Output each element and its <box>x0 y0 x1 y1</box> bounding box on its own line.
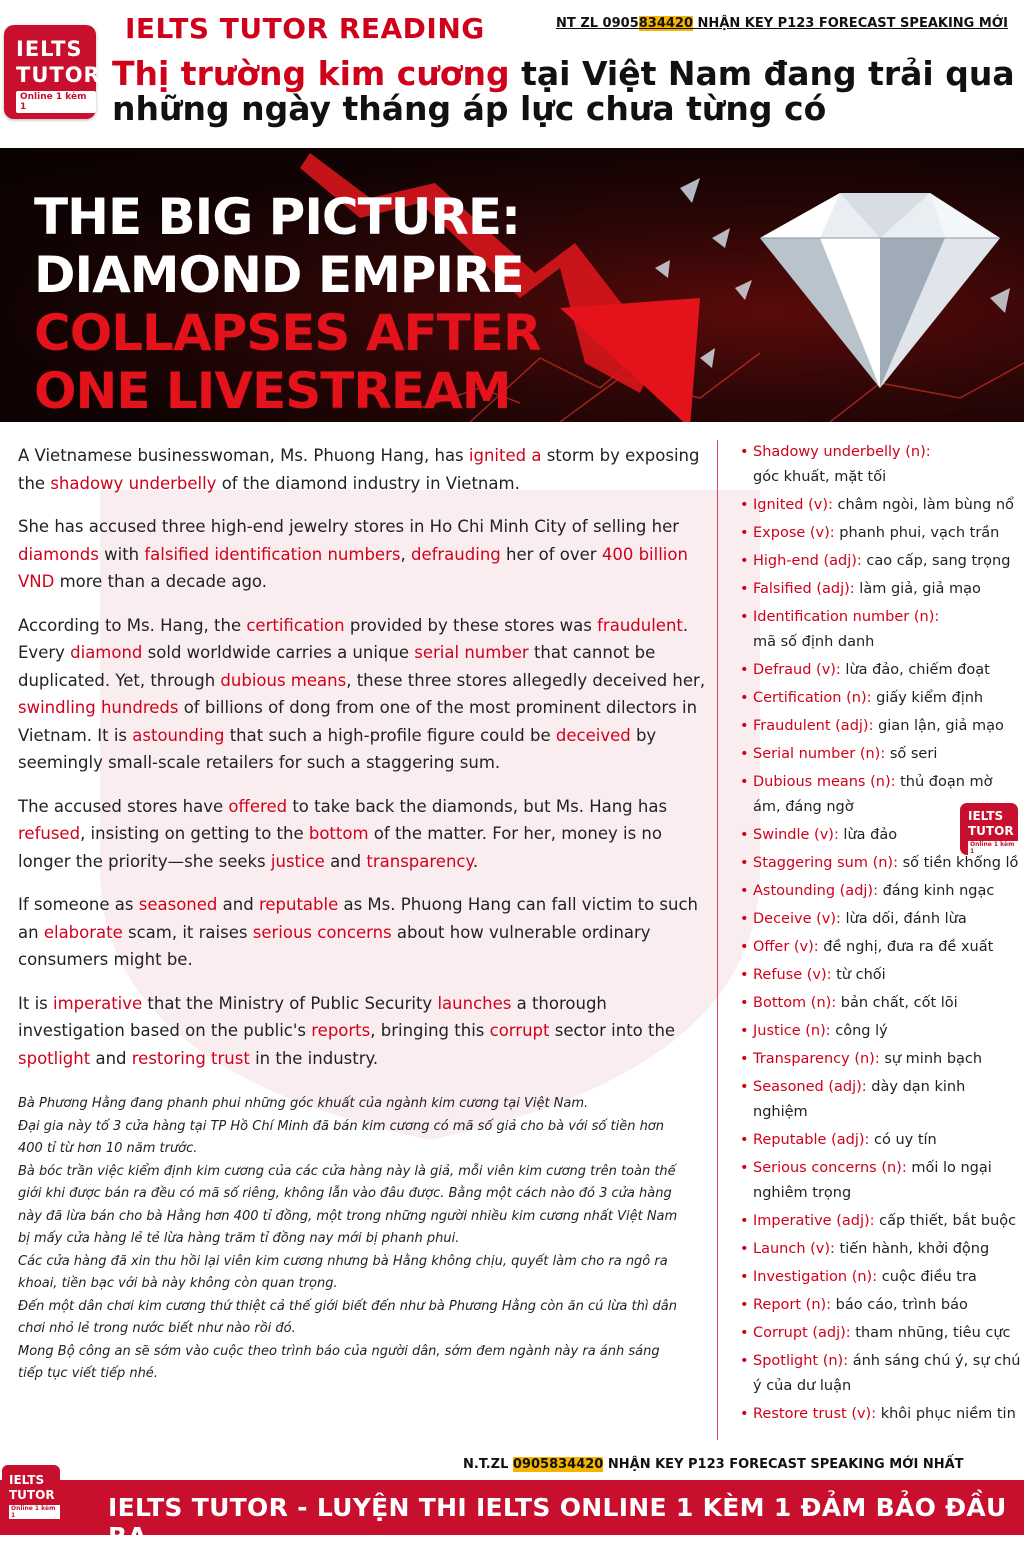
glossary-term: Staggering sum (n): <box>753 855 898 871</box>
keyword-highlight: serious concerns <box>252 922 392 942</box>
article-body <box>18 442 708 1088</box>
keyword-highlight: spotlight <box>18 1048 91 1068</box>
glossary-term: Investigation (n): <box>753 1269 878 1285</box>
keyword-highlight: offered <box>228 796 288 816</box>
translation-line: Bà bóc trần việc kiểm định kim cương của các cửa hàng này là giả, mỗi viên kim cương trên toàn thế giới khi được bán ra đều có mã số riêng, không lẫn vào đâu được. Bằng một cách nào đó 3 cửa hàng này đã lừa bán cho bà Hằng hơn 400 tỉ đồng, một trong những người nhiều kim cương nhất Việt Nam bị mấy cửa hàng lẻ tẻ lừa hàng trăm tỉ đồng nay mới bị phanh phui. <box>18 1163 678 1246</box>
glossary-definition: cấp thiết, bắt buộc <box>874 1213 1017 1229</box>
glossary-definition: đề nghị, đưa ra đề xuất <box>818 939 994 955</box>
glossary-item <box>740 549 1024 574</box>
glossary-definition: sự minh bạch <box>879 1051 983 1067</box>
glossary-item <box>740 577 1024 602</box>
glossary-definition: thủ đoạn mờ ám, đáng ngờ <box>753 774 993 815</box>
article-text: and <box>217 895 259 914</box>
keyword-highlight: dubious means <box>220 670 347 690</box>
keyword-highlight: reputable <box>258 895 339 914</box>
top-note-phone: 834420 <box>638 16 694 31</box>
ielts-tutor-logo-footer[interactable] <box>2 1465 60 1521</box>
glossary-term: Shadowy underbelly (n): <box>753 444 931 460</box>
article-text: provided by these stores was <box>344 615 598 635</box>
article-text: The accused stores have <box>18 796 229 816</box>
glossary-item <box>740 1156 1024 1206</box>
glossary-item <box>740 714 1024 739</box>
keyword-highlight: transparency <box>366 851 473 871</box>
footnote-suffix: NHẬN KEY P123 FORECAST SPEAKING MỚI NHẤT <box>603 1457 964 1472</box>
article-paragraph-3 <box>18 612 708 777</box>
glossary-definition: công lý <box>830 1023 888 1039</box>
glossary-definition: báo cáo, trình báo <box>831 1297 968 1313</box>
glossary-definition: góc khuất, mặt tối <box>753 469 887 485</box>
article-text: and <box>324 851 367 871</box>
keyword-highlight: swindling <box>18 698 96 717</box>
glossary-item <box>740 1019 1024 1044</box>
glossary-definition: gian lận, giả mạo <box>873 718 1004 734</box>
hero-banner <box>0 148 1024 422</box>
ielts-tutor-logo[interactable] <box>4 25 101 119</box>
glossary-term: Spotlight (n): <box>753 1353 849 1369</box>
top-note-suffix: NHẬN KEY P123 FORECAST SPEAKING MỚI <box>693 16 1008 31</box>
glossary-term: Report (n): <box>753 1297 832 1313</box>
top-contact-note[interactable] <box>556 16 1008 31</box>
glossary-item <box>740 686 1024 711</box>
article-text: in the industry. <box>249 1048 379 1068</box>
glossary-definition: cao cấp, sang trọng <box>861 553 1011 569</box>
glossary-term: Ignited (v): <box>753 497 833 513</box>
logo-foot-line1: IELTS <box>9 1473 45 1487</box>
article-text: It is <box>18 993 54 1013</box>
banner-line2: DIAMOND EMPIRE <box>34 246 524 304</box>
translation-line: Bà Phương Hằng đang phanh phui những góc khuất của ngành kim cương tại Việt Nam. <box>18 1096 589 1111</box>
arrow-head-icon <box>560 298 700 422</box>
keyword-highlight: falsified identification numbers <box>144 544 401 564</box>
bottom-contact-note[interactable] <box>463 1457 964 1472</box>
article-text: and <box>90 1048 132 1068</box>
keyword-highlight: ignited a <box>468 446 542 465</box>
glossary-item <box>740 1402 1024 1427</box>
translation-line: Các cửa hàng đã xin thu hồi lại viên kim cương nhưng bà Hằng không chịu, quyết làm cho ra ngô ra khoai, tiền bạc với bà này không còn quan trọng. <box>18 1253 668 1291</box>
glossary-definition: lừa dối, đánh lừa <box>840 911 967 927</box>
glossary-definition: tham nhũng, tiêu cực <box>850 1325 1011 1341</box>
article-paragraph-1 <box>18 442 708 497</box>
glossary-item <box>740 521 1024 546</box>
glossary-item <box>740 742 1024 767</box>
logo-line3: Online 1 kèm 1 <box>16 91 96 113</box>
article-text: more than a decade ago. <box>54 572 267 591</box>
keyword-highlight: justice <box>270 851 325 871</box>
glossary-definition: bản chất, cốt lõi <box>836 995 958 1011</box>
keyword-highlight: astounding <box>132 725 225 745</box>
glossary-definition: khôi phục niềm tin <box>876 1406 1016 1422</box>
glossary-term: Falsified (adj): <box>753 581 855 597</box>
article-text: According to Ms. Hang, the <box>18 615 247 635</box>
footnote-phone: 0905834420 <box>512 1457 604 1472</box>
glossary-definition: đáng kinh ngạc <box>877 883 995 899</box>
glossary-term: Fraudulent (adj): <box>753 718 874 734</box>
glossary-definition: cuộc điều tra <box>877 1269 977 1285</box>
glossary-definition: có uy tín <box>869 1132 937 1148</box>
glossary-term: Transparency (n): <box>753 1051 880 1067</box>
article-text: that the Ministry of Public Security <box>142 993 438 1013</box>
glossary-term: Justice (n): <box>753 1023 831 1039</box>
glossary-item <box>740 658 1024 683</box>
diamond-icon <box>760 193 1000 388</box>
glossary-definition: từ chối <box>831 967 886 983</box>
glossary-term: Imperative (adj): <box>753 1213 875 1229</box>
article-text: , insisting on getting to the <box>80 824 309 843</box>
keyword-highlight: fraudulent <box>597 615 683 635</box>
article-text: about how vulnerable ordinary consumers might be. <box>18 922 651 969</box>
glossary-term: Identification number (n): <box>753 609 940 625</box>
article-text: of the matter. For her, money is no longer the priority—she seeks <box>18 824 662 871</box>
keyword-highlight: refused <box>18 824 81 843</box>
article-paragraph-6 <box>18 990 708 1073</box>
glossary-term: Certification (n): <box>753 690 872 706</box>
glossary-item <box>740 907 1024 932</box>
glossary-definition: dày dạn kinh nghiệm <box>753 1079 966 1120</box>
keyword-highlight: diamonds <box>18 544 99 564</box>
article-paragraph-5 <box>18 891 708 974</box>
keyword-highlight: 400 billion VND <box>18 544 688 591</box>
article-text: sector into the <box>549 1021 676 1040</box>
glossary-item <box>740 1237 1024 1262</box>
glossary-item <box>740 1047 1024 1072</box>
logo-small-line1: IELTS <box>968 809 1004 823</box>
article-text: as Ms. Phuong Hang can fall victim to such an <box>18 895 698 942</box>
glossary-term: Swindle (v): <box>753 827 839 843</box>
glossary-item <box>740 1293 1024 1318</box>
translation-line: Đại gia này tố 3 cửa hàng tại TP Hồ Chí Minh đã bán kim cương có mã số giả cho bà với số tiền hơn 400 tỉ từ hơn 10 năm trước. <box>18 1118 665 1156</box>
glossary-term: Expose (v): <box>753 525 835 541</box>
keyword-highlight: seasoned <box>138 895 218 914</box>
article-text: a thorough investigation based on the public's <box>18 993 607 1040</box>
keyword-highlight: launches <box>437 993 512 1013</box>
article-text: , bringing this <box>370 1021 490 1040</box>
glossary-term: Dubious means (n): <box>753 774 896 790</box>
article-text: by seemingly small-scale retailers for such a staggering sum. <box>18 725 657 772</box>
glossary-definition: giấy kiểm định <box>871 690 984 706</box>
banner-headline <box>34 188 540 420</box>
article-text: If someone as <box>18 895 139 914</box>
article-text: with <box>98 544 145 564</box>
glossary-term: High-end (adj): <box>753 553 862 569</box>
banner-line1: THE BIG PICTURE: <box>34 188 520 246</box>
logo-foot-line3: Online 1 kèm 1 <box>9 1505 60 1519</box>
article-text: She has accused three high-end jewelry stores in Ho Chi Minh City of selling her <box>18 517 680 536</box>
glossary-term: Refuse (v): <box>753 967 832 983</box>
vocabulary-glossary <box>740 440 1024 1430</box>
brand-heading: IELTS TUTOR READING <box>125 12 485 45</box>
keyword-highlight: restoring trust <box>131 1048 250 1068</box>
article-text: , <box>400 544 411 564</box>
glossary-definition: lừa đảo, chiếm đoạt <box>840 662 990 678</box>
keyword-highlight: diamond <box>70 643 143 662</box>
logo-small-line2: TUTOR <box>968 824 1014 838</box>
glossary-term: Restore trust (v): <box>753 1406 877 1422</box>
translation-line: Mong Bộ công an sẽ sớm vào cuộc theo trình báo của người dân, sớm đem ngành này ra ánh sáng tiếp tục viết tiếp nhé. <box>18 1343 660 1381</box>
keyword-highlight: reports <box>311 1021 371 1040</box>
glossary-item <box>740 1209 1024 1234</box>
title-rest: tại Việt Nam đang trải qua những ngày tháng áp lực chưa từng có <box>112 54 1015 128</box>
keyword-highlight: elaborate <box>43 922 123 942</box>
banner-line3: COLLAPSES AFTER <box>34 304 541 362</box>
glossary-definition: làm giả, giả mạo <box>854 581 981 597</box>
glossary-term: Bottom (n): <box>753 995 837 1011</box>
glossary-item <box>740 879 1024 904</box>
article-paragraph-4 <box>18 793 708 876</box>
ielts-tutor-logo-small[interactable] <box>960 803 1018 855</box>
glossary-item <box>740 440 1024 490</box>
article-text: of the diamond industry in Vietnam. <box>216 473 520 493</box>
glossary-term: Deceive (v): <box>753 911 841 927</box>
glossary-item <box>740 1349 1024 1399</box>
logo-foot-line2: TUTOR <box>9 1488 55 1502</box>
top-note-prefix: NT ZL 0905 <box>556 16 639 31</box>
glossary-definition: tiến hành, khởi động <box>834 1241 990 1257</box>
glossary-item <box>740 991 1024 1016</box>
glossary-term: Defraud (v): <box>753 662 841 678</box>
article-text: to take back the diamonds, but Ms. Hang has <box>287 796 668 816</box>
article-text: storm by exposing the <box>18 446 700 493</box>
article-text: of billions of dong from one of the most prominent dilectors in Vietnam. It is <box>18 698 698 745</box>
footnote-prefix: N.T.ZL <box>463 1457 513 1472</box>
glossary-item <box>740 963 1024 988</box>
glossary-item <box>740 1128 1024 1153</box>
glossary-definition: số seri <box>885 746 938 762</box>
article-text: that cannot be duplicated. Yet, through <box>18 643 656 690</box>
page-title <box>112 56 1024 126</box>
article-paragraph-2 <box>18 513 708 596</box>
article-text: sold worldwide carries a unique <box>142 643 415 662</box>
glossary-item <box>740 1265 1024 1290</box>
logo-line2: TUTOR <box>16 63 101 87</box>
article-text: scam, it raises <box>122 922 253 942</box>
article-text: . Every <box>18 615 689 662</box>
title-highlight: Thị trường kim cương <box>112 54 510 93</box>
keyword-highlight: imperative <box>53 993 143 1013</box>
keyword-highlight: corrupt <box>489 1021 550 1040</box>
column-divider <box>717 440 718 1440</box>
glossary-term: Astounding (adj): <box>753 883 878 899</box>
glossary-definition: lừa đảo <box>838 827 898 843</box>
translation-line: Đến một dân chơi kim cương thứ thiệt cả thế giới biết đến như bà Phương Hằng còn ăn cú lừa thì dân chơi nhỏ lẻ trong nước biết như nào rồi đó. <box>18 1298 678 1336</box>
glossary-term: Offer (v): <box>753 939 819 955</box>
vietnamese-translation <box>18 1093 678 1386</box>
keyword-highlight: certification <box>246 615 345 635</box>
keyword-highlight: serial number <box>414 643 529 662</box>
glossary-item <box>740 1321 1024 1346</box>
article-text: that such a high-profile figure could be <box>224 725 556 745</box>
article-text: her of over <box>500 544 602 564</box>
article-text: A Vietnamese businesswoman, Ms. Phuong Hang, has <box>18 446 469 465</box>
logo-small-line3: Online 1 kèm 1 <box>968 841 1018 855</box>
glossary-term: Seasoned (adj): <box>753 1079 867 1095</box>
keyword-highlight: shadowy underbelly <box>50 473 217 493</box>
glossary-term: Serious concerns (n): <box>753 1160 907 1176</box>
keyword-highlight: defrauding <box>410 544 501 564</box>
glossary-term: Serial number (n): <box>753 746 886 762</box>
article-text: . <box>472 851 479 871</box>
glossary-definition: mối lo ngại nghiêm trọng <box>753 1160 992 1201</box>
footer-slogan: IELTS TUTOR - LUYỆN THI IELTS ONLINE 1 KÈM 1 ĐẢM BẢO ĐẦU RA <box>108 1493 1007 1551</box>
glossary-item <box>740 493 1024 518</box>
glossary-term: Corrupt (adj): <box>753 1325 851 1341</box>
keyword-highlight: deceived <box>555 725 631 745</box>
glossary-item <box>740 1075 1024 1125</box>
glossary-term: Launch (v): <box>753 1241 835 1257</box>
glossary-definition: ánh sáng chú ý, sự chú ý của dư luận <box>753 1353 1021 1394</box>
article-text: , these three stores allegedly deceived her, <box>346 670 706 690</box>
keyword-highlight: hundreds <box>100 698 179 717</box>
glossary-definition: phanh phui, vạch trần <box>834 525 1000 541</box>
glossary-term: Reputable (adj): <box>753 1132 870 1148</box>
logo-line1: IELTS <box>16 37 83 61</box>
glossary-definition: châm ngòi, làm bùng nổ <box>832 497 1014 513</box>
glossary-item <box>740 935 1024 960</box>
glossary-definition: mã số định danh <box>753 634 875 650</box>
glossary-item <box>740 605 1024 655</box>
keyword-highlight: bottom <box>308 824 369 843</box>
banner-line4: ONE LIVESTREAM <box>34 362 511 420</box>
glossary-definition: số tiền khổng lồ <box>897 855 1019 871</box>
